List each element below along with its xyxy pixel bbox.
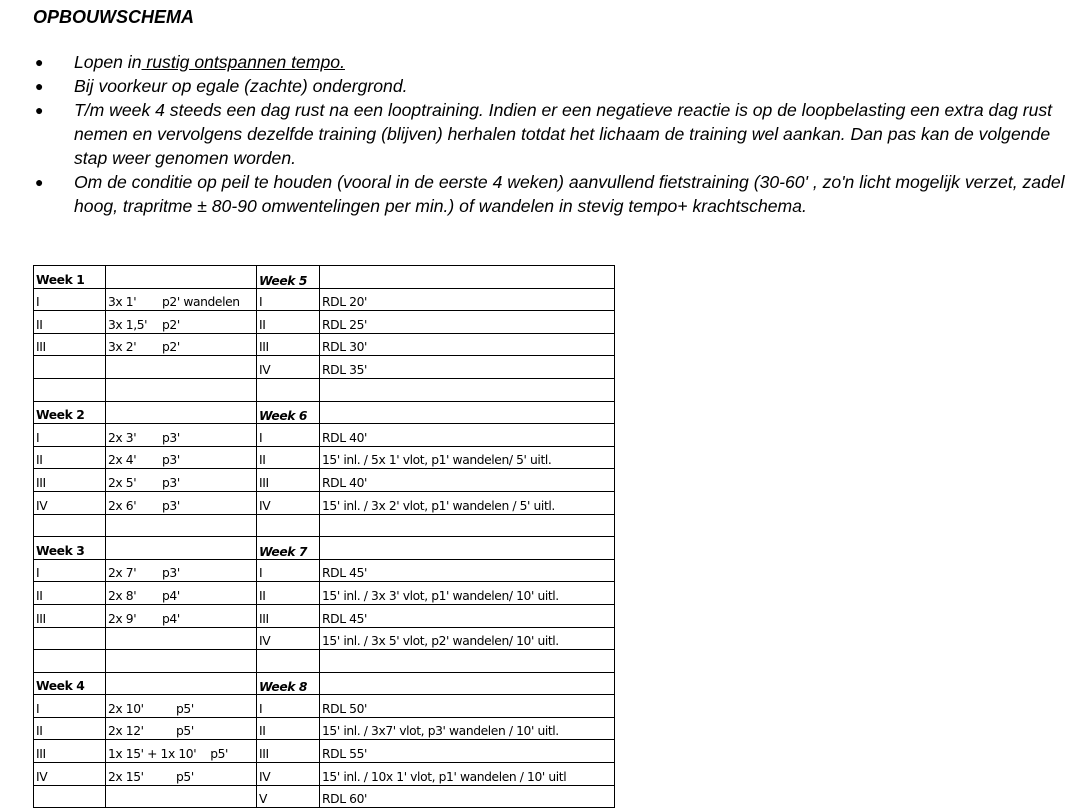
- training-pause: p3': [162, 475, 180, 490]
- training-reps: 2x 6': [108, 498, 137, 513]
- table-row: [34, 582, 615, 605]
- session-training: [106, 514, 257, 537]
- session-number: I: [34, 695, 106, 718]
- session-training: RDL 60': [320, 785, 615, 808]
- guideline-item: [35, 74, 1075, 98]
- empty-cell: [320, 537, 615, 560]
- page-title: OPBOUWSCHEMA: [33, 7, 194, 27]
- week-label: Week 8: [257, 672, 320, 695]
- empty-cell: [106, 401, 257, 424]
- bullet-icon: ●: [35, 102, 44, 118]
- session-number: III: [257, 469, 320, 492]
- session-training: [106, 356, 257, 379]
- session-training: [320, 514, 615, 537]
- training-reps: 2x 12': [108, 724, 144, 739]
- training-pause: p5': [176, 724, 194, 739]
- table-row: [34, 717, 615, 740]
- session-number: I: [257, 559, 320, 582]
- week-header-row: [34, 266, 615, 289]
- week-label: Week 1: [34, 266, 106, 289]
- training-pause: p2': [162, 317, 180, 332]
- empty-cell: [320, 401, 615, 424]
- training-reps: 2x 7': [108, 566, 137, 581]
- guideline-text: Lopen in: [74, 52, 142, 72]
- session-number: I: [34, 424, 106, 447]
- training-pause: p5': [176, 769, 194, 784]
- bullet-icon: ●: [35, 54, 44, 70]
- table-row: [34, 627, 615, 650]
- session-number: III: [34, 740, 106, 763]
- table-row: [34, 356, 615, 379]
- bullet-icon: ●: [35, 78, 44, 94]
- training-reps: 3x 2': [108, 340, 137, 355]
- session-number: I: [34, 559, 106, 582]
- session-number: I: [34, 288, 106, 311]
- week-label: Week 2: [34, 401, 106, 424]
- session-training: [106, 559, 257, 582]
- session-training: [106, 627, 257, 650]
- session-training: [106, 333, 257, 356]
- session-training: [106, 695, 257, 718]
- table-row: [34, 469, 615, 492]
- table-row: [34, 695, 615, 718]
- training-reps: 1x 15' + 1x 10': [108, 747, 197, 762]
- guideline-item: [35, 170, 1075, 218]
- empty-cell: [106, 672, 257, 695]
- week-label: Week 5: [257, 266, 320, 289]
- session-training: [106, 740, 257, 763]
- session-training: [106, 424, 257, 447]
- training-reps: 2x 5': [108, 475, 137, 490]
- training-reps: 2x 8': [108, 588, 137, 603]
- session-training: RDL 30': [320, 333, 615, 356]
- session-number: II: [34, 311, 106, 334]
- week-header-row: [34, 401, 615, 424]
- session-number: II: [257, 311, 320, 334]
- training-reps: 2x 10': [108, 701, 144, 716]
- session-training: [106, 582, 257, 605]
- session-training: [106, 491, 257, 514]
- training-pause: p4': [162, 611, 180, 626]
- guideline-text: T/m week 4 steeds een dag rust na een looptraining. Indien er een negatieve reactie is op de loopbelasting een extra dag rust nemen en vervolgens dezelfde training (blijven) herhalen totdat het lichaam de training wel aankan. Dan pas kan de volgende stap weer genomen worden.: [74, 100, 1053, 168]
- session-training: RDL 40': [320, 424, 615, 447]
- session-number: [34, 785, 106, 808]
- session-number: [34, 627, 106, 650]
- session-number: III: [34, 604, 106, 627]
- training-reps: 3x 1,5': [108, 317, 148, 332]
- session-number: II: [34, 717, 106, 740]
- session-training: [106, 288, 257, 311]
- session-training: 15' inl. / 3x 5' vlot, p2' wandelen/ 10' uitl.: [320, 627, 615, 650]
- session-number: [257, 514, 320, 537]
- empty-cell: [320, 266, 615, 289]
- table-row: [34, 424, 615, 447]
- session-training: 15' inl. / 3x7' vlot, p3' wandelen / 10' uitl.: [320, 717, 615, 740]
- training-pause: p3': [162, 566, 180, 581]
- week-label: Week 4: [34, 672, 106, 695]
- session-training: 15' inl. / 10x 1' vlot, p1' wandelen / 10' uitl: [320, 763, 615, 786]
- session-training: RDL 45': [320, 604, 615, 627]
- session-number: II: [34, 582, 106, 605]
- session-training: [320, 378, 615, 401]
- session-number: IV: [257, 356, 320, 379]
- session-training: [320, 650, 615, 673]
- training-reps: 2x 3': [108, 430, 137, 445]
- empty-cell: [106, 266, 257, 289]
- week-label: Week 3: [34, 537, 106, 560]
- training-pause: p4': [162, 588, 180, 603]
- training-pause: p5': [210, 747, 229, 762]
- session-number: II: [34, 446, 106, 469]
- guideline-item: [35, 98, 1075, 170]
- session-training: [106, 650, 257, 673]
- session-number: [34, 378, 106, 401]
- empty-cell: [106, 537, 257, 560]
- training-pause: p3': [162, 430, 180, 445]
- session-training: [106, 604, 257, 627]
- session-training: [106, 717, 257, 740]
- week-header-row: [34, 537, 615, 560]
- session-number: III: [257, 604, 320, 627]
- empty-cell: [320, 672, 615, 695]
- session-training: RDL 45': [320, 559, 615, 582]
- week-label: Week 6: [257, 401, 320, 424]
- training-reps: 2x 4': [108, 453, 137, 468]
- session-number: III: [34, 469, 106, 492]
- training-pause: p3': [162, 498, 180, 513]
- session-training: RDL 55': [320, 740, 615, 763]
- session-training: RDL 20': [320, 288, 615, 311]
- table-row: [34, 311, 615, 334]
- session-number: I: [257, 288, 320, 311]
- session-number: I: [257, 695, 320, 718]
- session-training: [106, 446, 257, 469]
- training-schedule-table: [33, 265, 615, 808]
- week-header-row: [34, 672, 615, 695]
- table-row: [34, 446, 615, 469]
- session-training: RDL 25': [320, 311, 615, 334]
- session-number: [34, 356, 106, 379]
- session-number: III: [34, 333, 106, 356]
- guidelines-list: [35, 50, 1075, 218]
- session-number: [257, 650, 320, 673]
- training-pause: p5': [176, 701, 194, 716]
- bullet-icon: ●: [35, 174, 44, 190]
- session-number: III: [257, 333, 320, 356]
- session-number: II: [257, 582, 320, 605]
- table-row: [34, 491, 615, 514]
- training-pause: p3': [162, 453, 180, 468]
- guideline-text: Bij voorkeur op egale (zachte) ondergrond.: [74, 76, 408, 96]
- session-training: 15' inl. / 3x 3' vlot, p1' wandelen/ 10' uitl.: [320, 582, 615, 605]
- session-number: III: [257, 740, 320, 763]
- session-number: [34, 650, 106, 673]
- session-number: [257, 378, 320, 401]
- session-number: I: [257, 424, 320, 447]
- session-number: V: [257, 785, 320, 808]
- table-row: [34, 559, 615, 582]
- table-row: [34, 740, 615, 763]
- training-reps: 2x 15': [108, 769, 144, 784]
- training-pause: p2' wandelen: [162, 295, 240, 310]
- session-training: RDL 40': [320, 469, 615, 492]
- session-training: RDL 50': [320, 695, 615, 718]
- table-row: [34, 288, 615, 311]
- session-number: IV: [257, 763, 320, 786]
- training-reps: 3x 1': [108, 295, 137, 310]
- session-training: 15' inl. / 3x 2' vlot, p1' wandelen / 5' uitl.: [320, 491, 615, 514]
- table-row: [34, 785, 615, 808]
- session-training: [106, 763, 257, 786]
- session-number: [34, 514, 106, 537]
- session-number: IV: [34, 763, 106, 786]
- table-row: [34, 333, 615, 356]
- table-row: [34, 763, 615, 786]
- session-training: [106, 469, 257, 492]
- session-number: IV: [257, 627, 320, 650]
- session-number: IV: [257, 491, 320, 514]
- session-training: 15' inl. / 5x 1' vlot, p1' wandelen/ 5' uitl.: [320, 446, 615, 469]
- session-number: II: [257, 446, 320, 469]
- table-row: [34, 650, 615, 673]
- guideline-item: [35, 50, 1075, 74]
- training-reps: 2x 9': [108, 611, 137, 626]
- table-row: [34, 604, 615, 627]
- session-number: II: [257, 717, 320, 740]
- guideline-underlined-text: rustig ontspannen tempo.: [141, 52, 345, 72]
- session-training: RDL 35': [320, 356, 615, 379]
- guideline-text: Om de conditie op peil te houden (vooral in de eerste 4 weken) aanvullend fietstraining (30-60' , zo'n licht mogelijk verzet, zadel hoog, trapritme ± 80-90 omwentelingen per min.) of wandelen in stevig tempo+ krachtschema.: [74, 172, 1065, 216]
- table-row: [34, 378, 615, 401]
- session-training: [106, 785, 257, 808]
- training-pause: p2': [162, 340, 180, 355]
- session-training: [106, 311, 257, 334]
- session-number: IV: [34, 491, 106, 514]
- week-label: Week 7: [257, 537, 320, 560]
- session-training: [106, 378, 257, 401]
- table-row: [34, 514, 615, 537]
